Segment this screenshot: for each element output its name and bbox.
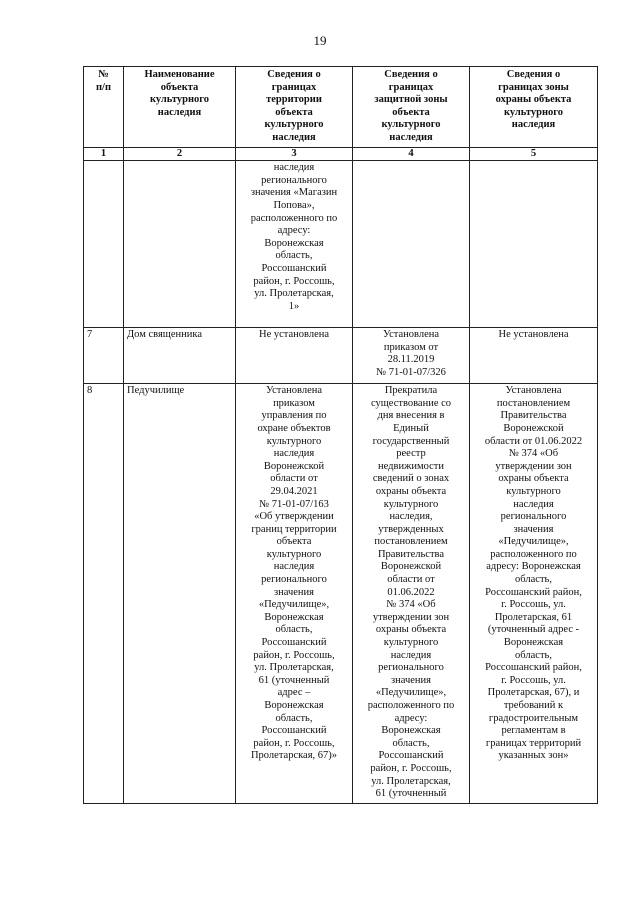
row-number: 7 xyxy=(84,328,124,384)
object-name xyxy=(124,161,236,328)
header-protection-zone: Сведения о границах зоны охраны объекта культурного наследия xyxy=(470,67,598,148)
protection-zone-info: Не установлена xyxy=(470,328,598,384)
protection-zone-info xyxy=(470,161,598,328)
column-numbering-row xyxy=(84,147,598,161)
header-protective-zone: Сведения о границах защитной зоны объекта культурного наследия xyxy=(353,67,470,148)
column-number: 4 xyxy=(353,147,470,161)
object-name: Дом священника xyxy=(124,328,236,384)
protective-zone-info: Прекратила существование со дня внесения в Единый государственный реестр недвижимости сведений о зонах охраны объекта культурного наследия, утвержденных постановлением Правительства Воронежской области от 01.06.2022 № 374 «Об утверждении зон охраны объекта культурного наследия регионального значения «Педучилище», расположенного по адресу: Воронежская область, Россошанский район, г. Россошь, ул. Пролетарская, 61 (уточненный xyxy=(353,384,470,804)
territory-info: наследия регионального значения «Магазин Попова», расположенного по адресу: Воронежская область, Россошанский район, г. Россошь, ул. Пролетарская, 1» xyxy=(236,161,353,328)
table-header-row xyxy=(84,67,598,148)
table-row xyxy=(84,161,598,328)
territory-info: Установлена приказом управления по охране объектов культурного наследия Воронежской области от 29.04.2021 № 71-01-07/163 «Об утверждении границ территории объекта культурного наследия регионального значения «Педучилище», Воронежская область, Россошанский район, г. Россошь, ул. Пролетарская, 61 (уточненный адрес – Воронежская область, Россошанский район, г. Россошь, Пролетарская, 67)» xyxy=(236,384,353,804)
territory-info: Не установлена xyxy=(236,328,353,384)
protection-zone-info: Установлена постановлением Правительства Воронежской области от 01.06.2022 № 374 «Об утверждении зон охраны объекта культурного наследия регионального значения «Педучилище», расположенного по адресу: Воронежская область, Россошанский район, г. Россошь, ул. Пролетарская, 61 (уточненный адрес - Воронежская область, Россошанский район, г. Россошь, ул. Пролетарская, 67), и требований к градостроительным регламентам в границах территорий указанных зон» xyxy=(470,384,598,804)
column-number: 1 xyxy=(84,147,124,161)
heritage-objects-table xyxy=(83,66,598,804)
row-number: 8 xyxy=(84,384,124,804)
column-number: 3 xyxy=(236,147,353,161)
column-number: 5 xyxy=(470,147,598,161)
table-row xyxy=(84,384,598,804)
header-territory-boundaries: Сведения о границах территории объекта культурного наследия xyxy=(236,67,353,148)
header-number: № п/п xyxy=(84,67,124,148)
row-number xyxy=(84,161,124,328)
object-name: Педучилище xyxy=(124,384,236,804)
column-number: 2 xyxy=(124,147,236,161)
page-number: 19 xyxy=(313,33,327,48)
protective-zone-info: Установлена приказом от 28.11.2019 № 71-01-07/326 xyxy=(353,328,470,384)
table-row xyxy=(84,328,598,384)
protective-zone-info xyxy=(353,161,470,328)
header-object-name: Наименование объекта культурного наследия xyxy=(124,67,236,148)
